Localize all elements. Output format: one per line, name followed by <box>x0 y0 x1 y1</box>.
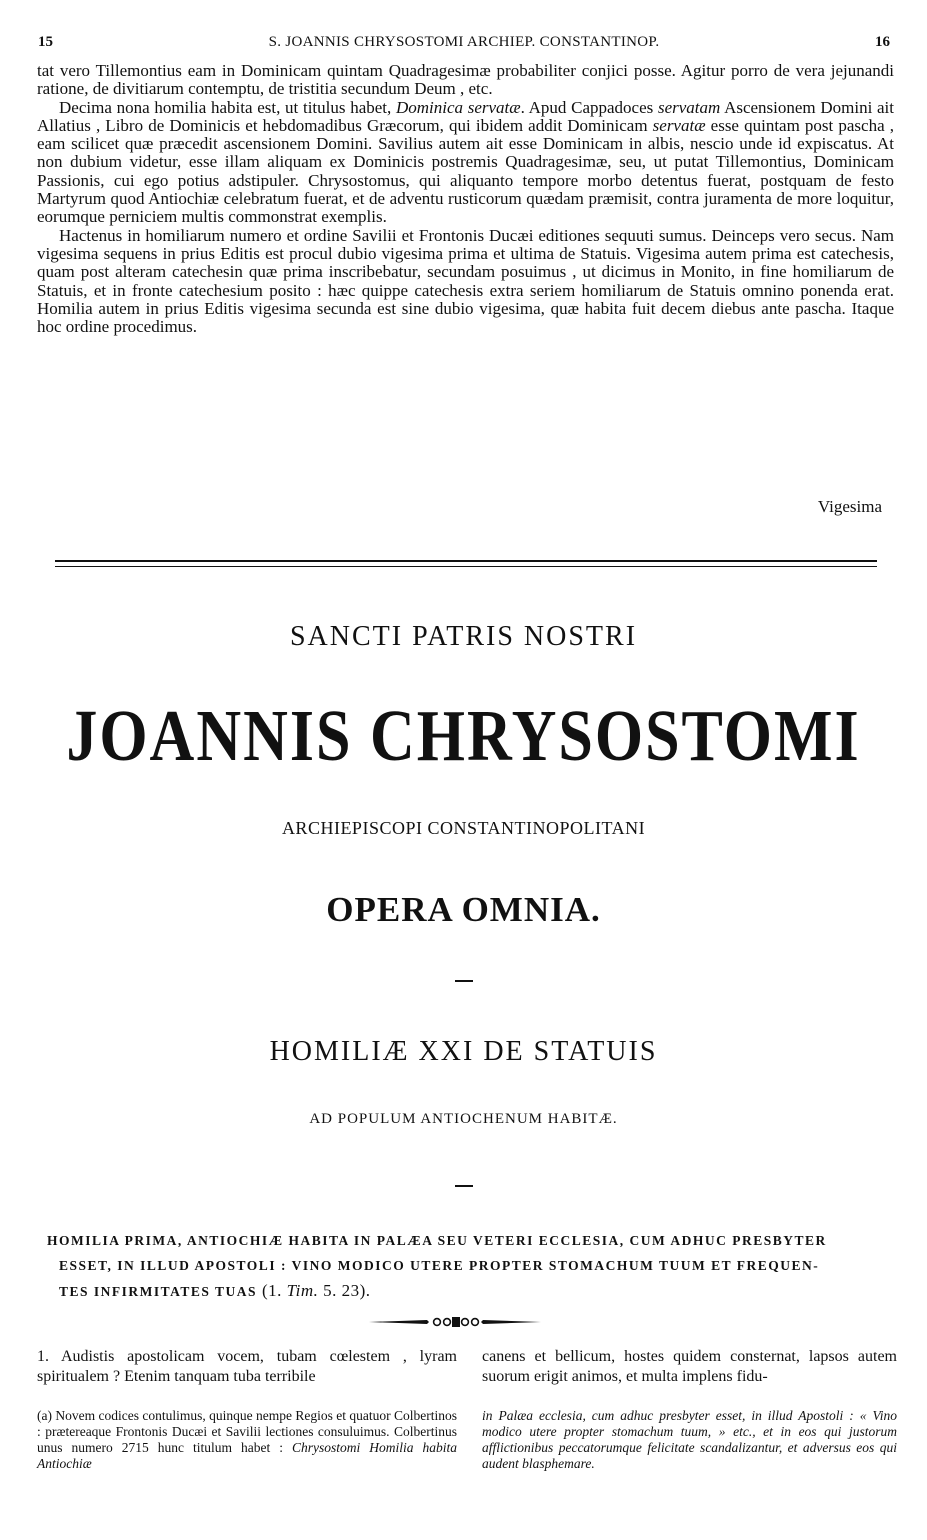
title-line-1: SANCTI PATRIS NOSTRI <box>289 621 638 652</box>
title-opera-omnia: OPERA OMNIA. <box>326 890 601 929</box>
footnote-left: (a) Novem codices contulimus, quinque nempe Regios et quatuor Colbertinos : prætereaque Frontonis Ducæi et Savilii lectiones consuluimus. Colbertinus unus numero 2715 hunc titulum habet : Chrysostomi Homilia habita Antiochiæ <box>37 1408 457 1471</box>
scripture-reference: (1. Tim. 5. 23). <box>261 1281 371 1300</box>
body-column-left: 1. Audistis apostolicam vocem, tubam cœlestem , lyram spiritualem ? Etenim tanquam tuba terribile <box>37 1348 457 1385</box>
running-head: S. JOANNIS CHRYSOSTOMI ARCHIEP. CONSTANTINOP. <box>268 34 660 50</box>
section-rule <box>55 560 877 562</box>
separator-dash <box>455 1185 473 1187</box>
title-line-3: ARCHIEPISCOPI CONSTANTINOPOLITANI <box>281 818 646 838</box>
intro-text <box>37 62 894 336</box>
homily-heading <box>47 1228 893 1304</box>
title-homiliae: HOMILIÆ XXI DE STATUIS <box>269 1036 658 1067</box>
separator-dash <box>455 980 473 982</box>
intro-paragraph-1: tat vero Tillemontius eam in Dominicam quintam Quadragesimæ probabiliter conjici posse. Agitur porro de vera jejunandi ratione, de divitiarum contemptu, de tristitia secundum Deum , etc. <box>37 61 894 99</box>
homily-heading-line-3: TES INFIRMITATES TUAS (1. Tim. 5. 23). <box>59 1281 371 1300</box>
homily-heading-line-2: ESSET, IN ILLUD APOSTOLI : VINO MODICO UTERE PROPTER STOMACHUM TUUM ET FREQUEN- <box>59 1258 820 1273</box>
title-subtitle: AD POPULUM ANTIOCHENUM HABITÆ. <box>309 1111 618 1127</box>
ornament-icon <box>367 1315 543 1329</box>
section-rule-thin <box>55 566 877 567</box>
page-number-right: 16 <box>875 34 890 50</box>
page-number-left: 15 <box>38 34 53 50</box>
body-column-right: canens et bellicum, hostes quidem consternat, lapsos autem suorum erigit animos, et multa implens fidu- <box>482 1348 897 1385</box>
footnote-right: in Palæa ecclesia, cum adhuc presbyter esset, in illud Apostoli : « Vino modico utere propter stomachum tuum, » etc., et in eos qui justorum afflictionibus peccatorumque felicitate scandalizantur, et adversus eos qui audent blasphemare. <box>482 1408 897 1471</box>
intro-paragraph-2: Decima nona homilia habita est, ut titulus habet, Dominica servatæ. Apud Cappadoces servatam Ascensionem Domini ait Allatius , Libro de Dominicis et hebdomadibus Græcorum, qui ibidem addit Dominicam servatæ esse quintam post pascha , eam scilicet quæ præcedit ascensionem Domini. Savilius autem ait esse Dominicam in albis, nescio unde id expiscatus. At non dubium videtur, esse illam aliquam ex Dominicis postremis Quadragesimæ, seu, ut putat Tillemontius, Dominicam Passionis, cui ego potius adstipuler. Chrysostomus, qui aliquanto tempore morbo detentus fuerat, postquam de festo Martyrum quod Antiochiæ celebratum fuerat, et de adventu rusticorum quædam præmisit, contra juramenta de more loquitur, eorumque perniciem multis commonstrat exemplis. <box>37 97 895 227</box>
running-header <box>38 34 890 56</box>
catchword: Vigesima <box>817 497 882 516</box>
homily-heading-line-1: HOMILIA PRIMA, ANTIOCHIÆ HABITA IN PALÆA SEU VETERI ECCLESIA, CUM ADHUC PRESBYTER <box>47 1233 827 1248</box>
intro-paragraph-3: Hactenus in homiliarum numero et ordine Savilii et Frontonis Ducæi editiones sequuti sumus. Deinceps vero secus. Nam vigesima sequens in prius Editis est procul dubio vigesima prima et ultima de Statuis. Vigesima autem prima est catechesis, quam post alteram catechesin quæ prima inscribebatur, secundam posuimus , ut dicimus in Monito, in fine homiliarum de Statuis, et in fronte catechesium posito : hæc quippe catechesis extra seriem homiliarum de Statuis omnino ponenda erat. Homilia autem in prius Editis vigesima secunda est sine dubio vigesima, quæ habita fuit decem diebus ante pascha. Itaque hoc ordine procedimus. <box>37 225 894 337</box>
title-author: JOANNIS CHRYSOSTOMI <box>66 696 861 777</box>
